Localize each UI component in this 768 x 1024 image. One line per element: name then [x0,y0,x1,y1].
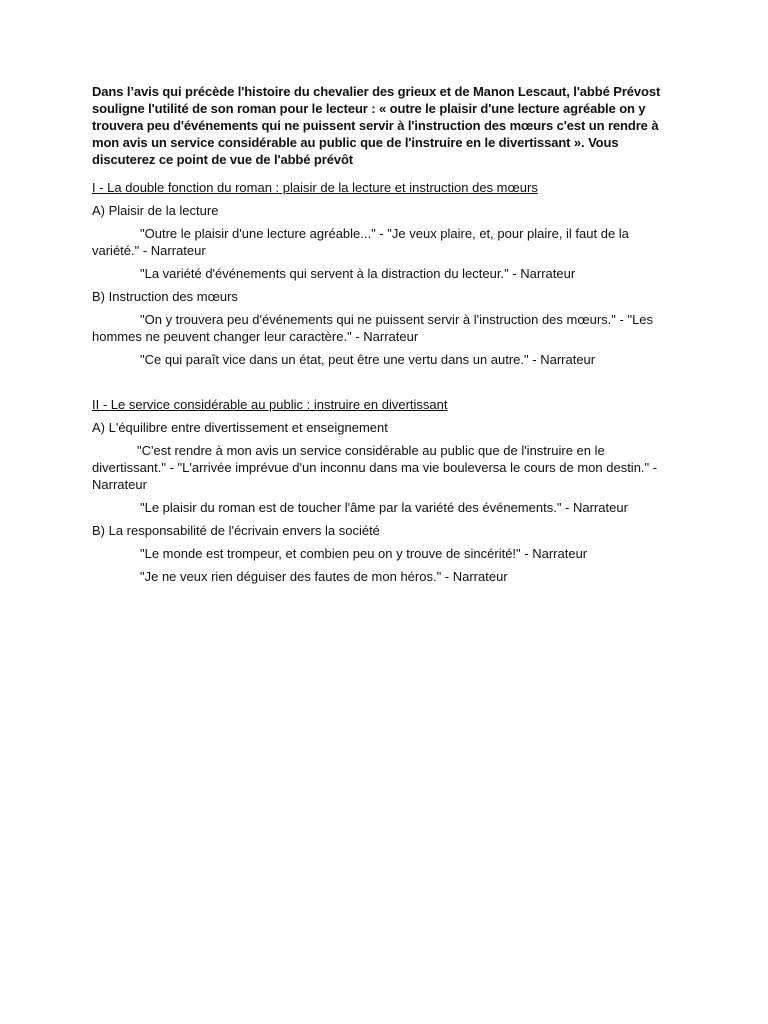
section-spacer [92,374,672,396]
part-2-subsection-a-title: A) L'équilibre entre divertissement et enseignement [92,420,388,435]
quote-item: "On y trouvera peu d'événements qui ne puissent servir à l'instruction des mœurs." - "Les hommes ne peuvent changer leur caractère." - Narrateur [92,312,654,344]
document-body [92,83,672,591]
quote-item: "Je ne veux rien déguiser des fautes de mon héros." - Narrateur [140,569,508,584]
quote-item: "Le plaisir du roman est de toucher l'âme par la variété des événements." - Narrateur [140,500,628,515]
quote-item: "Le monde est trompeur, et combien peu on y trouve de sincérité!" - Narrateur [140,546,588,561]
part-2-subsection-b-title: B) La responsabilité de l'écrivain envers la société [92,523,380,538]
quote-item: "C'est rendre à mon avis un service considérable au public que de l'instruire en le divertissant." - "L'arrivée imprévue d'un inconnu dans ma vie bouleversa le cours de mon destin." - Narrateur [92,443,658,492]
quote-item: "Outre le plaisir d'une lecture agréable..." - "Je veux plaire, et, pour plaire, il faut de la variété." - Narrateur [92,226,629,258]
part-1-subsection-a-title: A) Plaisir de la lecture [92,203,219,218]
quote-item: "La variété d'événements qui servent à la distraction du lecteur." - Narrateur [140,266,576,281]
part-1-heading: I - La double fonction du roman : plaisir de la lecture et instruction des mœurs [92,180,538,195]
part-2-heading: II - Le service considérable au public : instruire en divertissant [92,397,448,412]
quote-item: "Ce qui paraît vice dans un état, peut être une vertu dans un autre." - Narrateur [140,352,596,367]
part-1-subsection-b-title: B) Instruction des mœurs [92,289,238,304]
essay-prompt: Dans l’avis qui précède l'histoire du chevalier des grieux et de Manon Lescaut, l'abbé Prévost souligne l'utilité de son roman pour le lecteur : « outre le plaisir d'une lecture agréable on y trouvera peu d'événements qui ne puissent servir à l'instruction des mœurs c'est un rendre à mon avis un service considérable au public que de l'instruire en le divertissant ». Vous discuterez ce point de vue de l'abbé prévôt [92,84,661,167]
